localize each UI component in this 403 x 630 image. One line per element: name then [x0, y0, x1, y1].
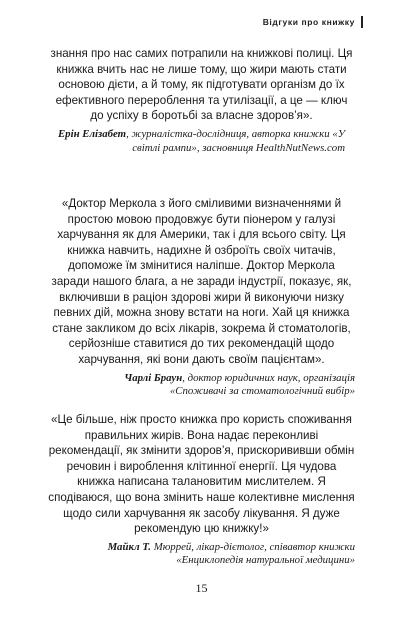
testimonial-quote: «Це більше, ніж просто книжка про користь споживання правильних жирів. Вона надає переконливі рекомендації, як змінити здоров’я, прискорививши обмін речовин і вироблення клітинної енергії. Ця чудова книжка написана талановитим мислителем. Я сподіваюся, що вона змінить наше колективне мислення щодо сили харчування як засобу лікування. Я дуже рекомендую цю книжку!»: [48, 413, 355, 536]
page-number: 15: [195, 581, 208, 595]
testimonial-1: [48, 46, 355, 155]
running-title: Відгуки про книжку: [262, 17, 355, 27]
testimonial-attribution: [48, 541, 355, 568]
testimonial-3: [48, 412, 355, 568]
testimonial-author: Ерін Елізабет: [57, 127, 127, 140]
testimonial-attribution: [48, 372, 355, 399]
testimonial-author-details: Мюррей, лікар-дієтолог, співавтор книжки «Енциклопедія натуральної медицини»: [151, 540, 355, 567]
testimonial-author-details: , журналістка-дослідниця, авторка книжки «У світлі рампи», засновниця HealthNutNews.com: [126, 127, 345, 154]
testimonial-2: [48, 196, 355, 399]
testimonial-quote: «Доктор Меркола з його сміливими визначеннями й простою мовою продовжує бути піонером у галузі харчування як для Америки, так і для всього світу. Ця книжка навчить, надихне й озброїть своїх читачів, допоможе їм змінитися наліпше. Доктор Меркола заради нашого блага, а не заради індустрії, показує, як, включивши в раціон здорові жири й виконуючи низку певних дій, можна знову встати на ноги. Хай ця книжка стане закликом до всіх лікарів, зокрема й стоматологів, серйозніше ставитися до тих рекомендацій щодо харчування, які вони дають своїм пацієнтам».: [51, 197, 352, 366]
header-bar-decoration: [361, 16, 363, 28]
testimonial-attribution: [48, 128, 355, 155]
testimonial-author-details: , доктор юридичних наук, організація «Споживачі за стоматологічний вибір»: [169, 371, 355, 398]
testimonial-author: Майкл Т.: [107, 540, 151, 553]
testimonial-quote: знання про нас самих потрапили на книжкові полиці. Ця книжка вчить нас не лише тому, що жири мають стати основою дієти, а й тому, як підготувати організм до їх ефективного перероблення та утилізації, а це — ключ до успіху в боротьбі за власне здоров’я».: [50, 47, 353, 123]
testimonial-author: Чарлі Браун: [124, 371, 183, 384]
running-header: [263, 16, 363, 28]
